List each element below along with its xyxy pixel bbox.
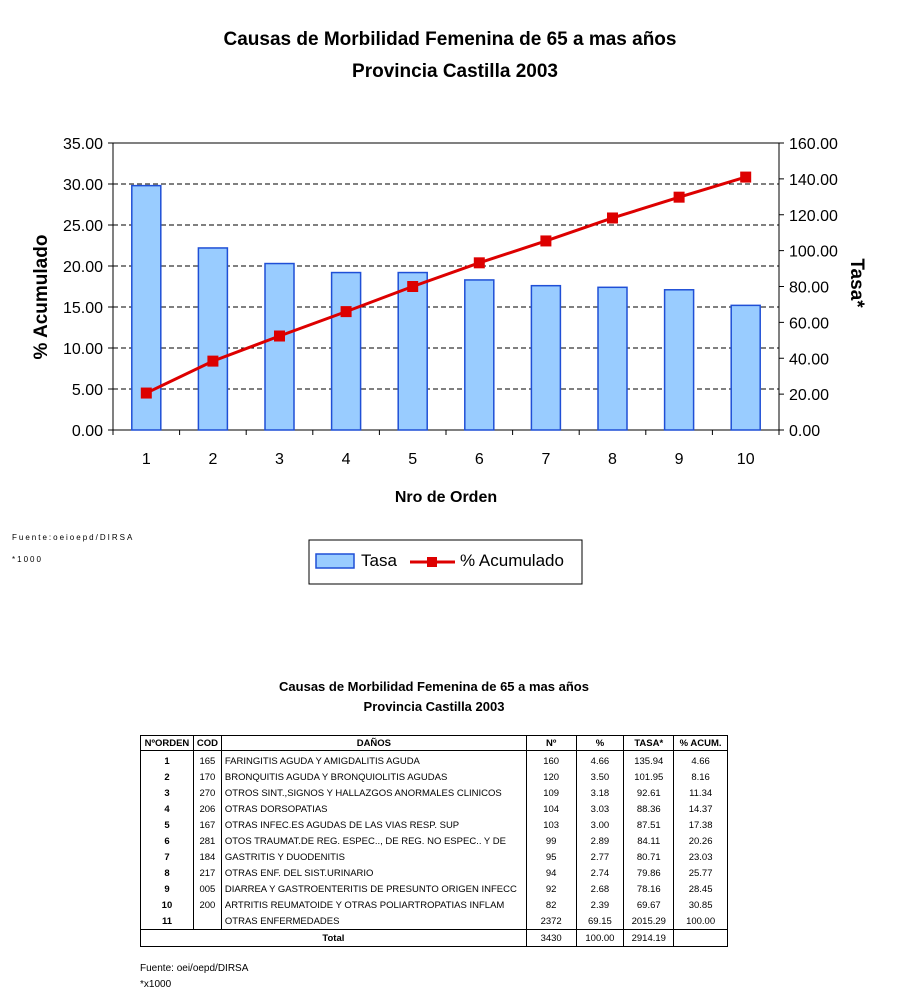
cell-acum: 20.26 [674, 833, 728, 849]
cell-cod [193, 913, 221, 930]
cell-n: 109 [526, 785, 576, 801]
bar-tasa [332, 273, 361, 430]
cell-orden: 9 [141, 881, 194, 897]
cell-orden: 1 [141, 751, 194, 770]
cell-cod: 167 [193, 817, 221, 833]
bar-tasa [465, 280, 494, 430]
y-right-tick-label: 100.00 [789, 243, 838, 261]
y-left-tick-label: 20.00 [62, 259, 103, 276]
cell-orden: 6 [141, 833, 194, 849]
y-right-tick-label: 80.00 [789, 279, 830, 297]
cell-n: 120 [526, 769, 576, 785]
table-row [141, 881, 728, 897]
cell-tasa: 80.71 [624, 849, 674, 865]
x-tick-label: 7 [541, 451, 551, 468]
cell-n: 160 [526, 751, 576, 770]
y-left-tick-label: 25.00 [62, 218, 103, 235]
header-orden: NºORDEN [141, 736, 194, 751]
cell-dano: OTOS TRAUMAT.DE REG. ESPEC.., DE REG. NO ESPEC.. Y DE [221, 833, 526, 849]
legend-line-label: % Acumulado [460, 551, 564, 570]
table-header-row [141, 736, 728, 751]
total-tasa: 2914.19 [624, 930, 674, 947]
chart-title: Causas de Morbilidad Femenina de 65 a mas años [223, 29, 677, 50]
table-row [141, 769, 728, 785]
cell-dano: BRONQUITIS AGUDA Y BRONQUIOLITIS AGUDAS [221, 769, 526, 785]
x-tick-label: 10 [736, 451, 755, 468]
cell-pct: 2.74 [576, 865, 624, 881]
plot-area [63, 136, 838, 468]
legend-bar-swatch [316, 554, 354, 568]
y-right-tick-label: 140.00 [789, 171, 838, 189]
x-tick-label: 3 [275, 451, 284, 468]
cell-orden: 4 [141, 801, 194, 817]
cell-dano: OTRAS DORSOPATIAS [221, 801, 526, 817]
cell-pct: 69.15 [576, 913, 624, 930]
cell-pct: 3.18 [576, 785, 624, 801]
y-right-tick-label: 0.00 [789, 423, 821, 440]
header-n: Nº [526, 736, 576, 751]
cell-tasa: 84.11 [624, 833, 674, 849]
bar-tasa [665, 290, 694, 430]
cell-cod: 005 [193, 881, 221, 897]
cell-pct: 2.89 [576, 833, 624, 849]
table-row [141, 801, 728, 817]
cell-cod: 206 [193, 801, 221, 817]
table-subtitle: Provincia Castilla 2003 [363, 699, 505, 714]
x-tick-label: 4 [341, 451, 351, 468]
legend-bar-label: Tasa [361, 551, 397, 570]
y-right-tick-label: 120.00 [789, 207, 838, 225]
cell-acum: 25.77 [674, 865, 728, 881]
point-acumulado [141, 388, 152, 399]
cell-tasa: 79.86 [624, 865, 674, 881]
cell-tasa: 88.36 [624, 801, 674, 817]
x-tick-label: 9 [674, 451, 684, 468]
y-right-tick-label: 160.00 [789, 136, 838, 153]
cell-acum: 4.66 [674, 751, 728, 770]
cell-pct: 2.77 [576, 849, 624, 865]
y-left-tick-label: 0.00 [71, 423, 103, 440]
cell-dano: OTRAS ENFERMEDADES [221, 913, 526, 930]
point-acumulado [341, 306, 352, 317]
table-total-row [141, 930, 728, 947]
bar-tasa [598, 287, 627, 430]
cell-orden: 2 [141, 769, 194, 785]
cell-cod: 170 [193, 769, 221, 785]
cell-tasa: 135.94 [624, 751, 674, 770]
cell-acum: 30.85 [674, 897, 728, 913]
total-pct: 100.00 [576, 930, 624, 947]
cell-n: 104 [526, 801, 576, 817]
total-acum-empty [674, 930, 728, 947]
cell-cod: 270 [193, 785, 221, 801]
table-title: Causas de Morbilidad Femenina de 65 a mas años [279, 679, 589, 694]
cell-orden: 3 [141, 785, 194, 801]
y-left-tick-label: 30.00 [62, 177, 103, 194]
header-cod: COD [193, 736, 221, 751]
cell-pct: 3.03 [576, 801, 624, 817]
cell-dano: OTRAS INFEC.ES AGUDAS DE LAS VIAS RESP. SUP [221, 817, 526, 833]
cell-pct: 3.50 [576, 769, 624, 785]
cell-n: 99 [526, 833, 576, 849]
cell-pct: 2.68 [576, 881, 624, 897]
legend-line-marker [427, 557, 437, 567]
source-note: Fuente:oeioepd/DIRSA [12, 533, 135, 542]
cell-n: 103 [526, 817, 576, 833]
bar-tasa [398, 273, 427, 430]
header-tasa: TASA* [624, 736, 674, 751]
cell-acum: 28.45 [674, 881, 728, 897]
cell-acum: 8.16 [674, 769, 728, 785]
y-left-tick-label: 5.00 [71, 382, 103, 399]
cell-cod: 281 [193, 833, 221, 849]
table-row [141, 913, 728, 930]
table-footer-note: *x1000 [140, 979, 172, 990]
total-label: Total [141, 930, 527, 947]
table-row [141, 817, 728, 833]
header-danos: DAÑOS [221, 736, 526, 751]
chart-subtitle: Provincia Castilla 2003 [352, 61, 558, 82]
x-tick-label: 5 [408, 451, 418, 468]
point-acumulado [607, 212, 618, 223]
x-tick-label: 6 [474, 451, 484, 468]
cell-n: 2372 [526, 913, 576, 930]
bar-tasa [731, 305, 760, 430]
cell-cod: 200 [193, 897, 221, 913]
morbidity-table [140, 735, 728, 947]
table-row [141, 751, 728, 770]
cell-n: 82 [526, 897, 576, 913]
cell-tasa: 101.95 [624, 769, 674, 785]
point-acumulado [540, 235, 551, 246]
y-right-tick-label: 60.00 [789, 315, 830, 333]
cell-dano: OTROS SINT.,SIGNOS Y HALLAZGOS ANORMALES CLINICOS [221, 785, 526, 801]
cell-orden: 7 [141, 849, 194, 865]
table-row [141, 833, 728, 849]
point-acumulado [207, 356, 218, 367]
cell-orden: 8 [141, 865, 194, 881]
x-tick-label: 8 [608, 451, 617, 468]
cell-orden: 11 [141, 913, 194, 930]
table-row [141, 849, 728, 865]
point-acumulado [740, 172, 751, 183]
bar-tasa [531, 286, 560, 430]
y-axis-right-label: Tasa* [846, 258, 867, 308]
header-acum: % ACUM. [674, 736, 728, 751]
y-left-tick-label: 15.00 [62, 300, 103, 317]
x-tick-label: 2 [208, 451, 218, 468]
bar-tasa [198, 248, 227, 430]
table-row [141, 865, 728, 881]
x-axis-label: Nro de Orden [394, 489, 498, 506]
legend [309, 540, 582, 584]
cell-tasa: 69.67 [624, 897, 674, 913]
cell-acum: 100.00 [674, 913, 728, 930]
cell-tasa: 87.51 [624, 817, 674, 833]
cell-tasa: 92.61 [624, 785, 674, 801]
table-footer-source: Fuente: oei/oepd/DIRSA [140, 963, 249, 974]
point-acumulado [274, 331, 285, 342]
table-row [141, 785, 728, 801]
cell-dano: GASTRITIS Y DUODENITIS [221, 849, 526, 865]
cell-acum: 17.38 [674, 817, 728, 833]
cell-cod: 165 [193, 751, 221, 770]
y-right-tick-label: 20.00 [789, 387, 830, 405]
cell-dano: FARINGITIS AGUDA Y AMIGDALITIS AGUDA [221, 751, 526, 770]
cell-dano: DIARREA Y GASTROENTERITIS DE PRESUNTO ORIGEN INFECC [221, 881, 526, 897]
cell-n: 92 [526, 881, 576, 897]
cell-pct: 3.00 [576, 817, 624, 833]
y-axis-left-label: % Acumulado [31, 234, 52, 360]
cell-n: 94 [526, 865, 576, 881]
cell-orden: 10 [141, 897, 194, 913]
cell-cod: 217 [193, 865, 221, 881]
cell-dano: ARTRITIS REUMATOIDE Y OTRAS POLIARTROPATIAS INFLAM [221, 897, 526, 913]
cell-acum: 23.03 [674, 849, 728, 865]
point-acumulado [474, 257, 485, 268]
y-left-tick-label: 35.00 [62, 136, 103, 153]
cell-orden: 5 [141, 817, 194, 833]
y-left-tick-label: 10.00 [62, 341, 103, 358]
y-right-tick-label: 40.00 [789, 351, 830, 369]
total-n: 3430 [526, 930, 576, 947]
point-acumulado [407, 281, 418, 292]
cell-n: 95 [526, 849, 576, 865]
cell-acum: 11.34 [674, 785, 728, 801]
bar-tasa [265, 264, 294, 430]
cell-pct: 2.39 [576, 897, 624, 913]
header-pct: % [576, 736, 624, 751]
cell-cod: 184 [193, 849, 221, 865]
cell-dano: OTRAS ENF. DEL SIST.URINARIO [221, 865, 526, 881]
cell-pct: 4.66 [576, 751, 624, 770]
point-acumulado [674, 192, 685, 203]
cell-tasa: 78.16 [624, 881, 674, 897]
table-row [141, 897, 728, 913]
x-tick-label: 1 [141, 451, 151, 468]
cell-acum: 14.37 [674, 801, 728, 817]
scale-note: *1000 [12, 555, 43, 564]
cell-tasa: 2015.29 [624, 913, 674, 930]
